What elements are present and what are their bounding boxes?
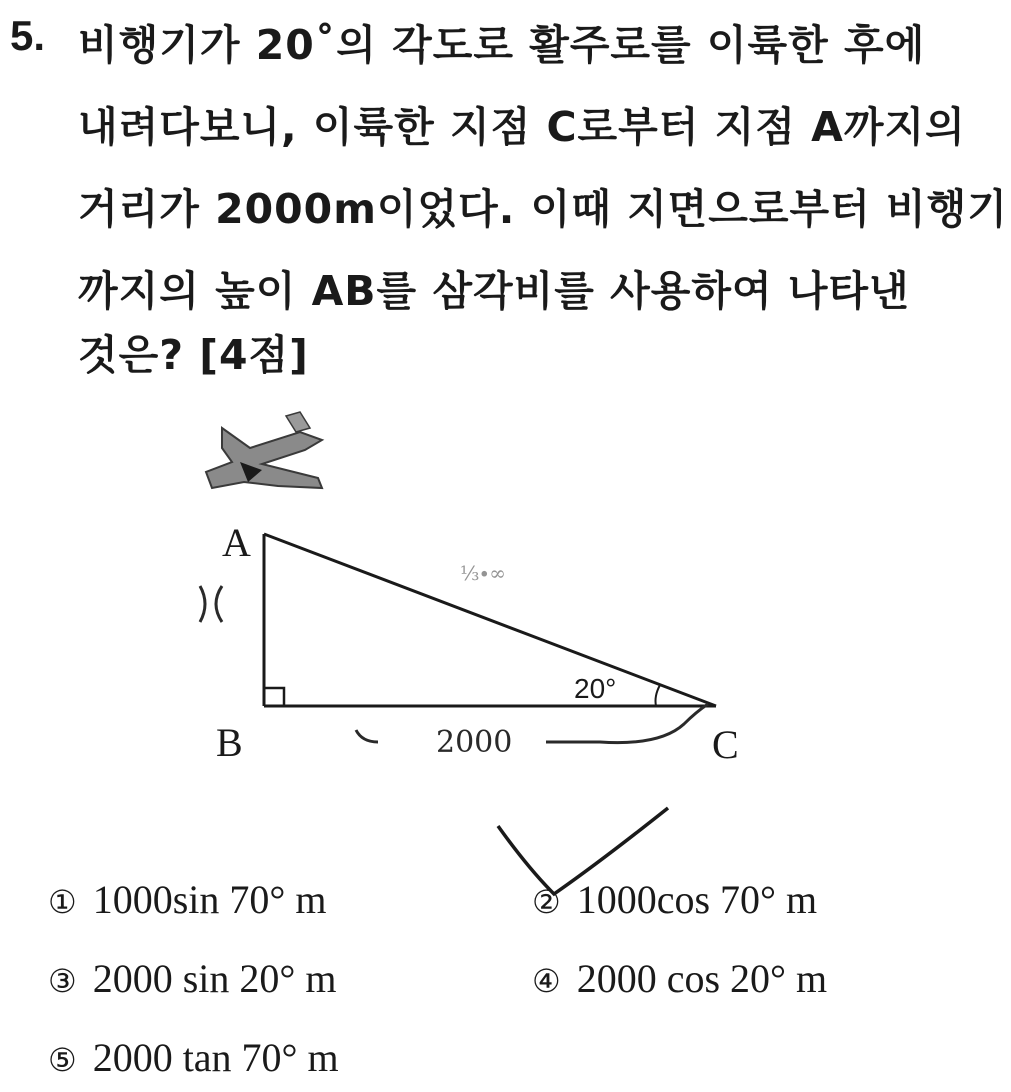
handwritten-base-stroke [546, 704, 708, 743]
question-line-4: 까지의 높이 AB를 삼각비를 사용하여 나타낸 [78, 267, 910, 315]
choice-2-number: ② [532, 883, 561, 921]
choice-1-number: ① [48, 883, 77, 921]
right-triangle [264, 534, 716, 706]
vertex-c-label: C [712, 722, 739, 767]
choice-5-number: ⑤ [48, 1041, 77, 1079]
choice-3-text: 2000 sin 20° m [92, 956, 337, 1001]
handwritten-bracket [200, 586, 222, 622]
handwritten-hypotenuse-note: ⅓∙∞ [460, 561, 506, 585]
angle-c-label: 20° [574, 673, 617, 704]
vertex-b-label: B [216, 720, 243, 765]
question-line-1: 비행기가 20˚의 각도로 활주로를 이륙한 후에 [78, 21, 926, 69]
question-line-5: 것은? [4점] [78, 331, 309, 379]
choice-5-text: 2000 tan 70° m [92, 1035, 339, 1080]
angle-arc-c [656, 685, 661, 706]
choice-2-text: 1000cos 70° m [576, 877, 818, 922]
choice-3-number: ③ [48, 962, 77, 1000]
choice-1[interactable] [48, 876, 326, 923]
choice-4-text: 2000 cos 20° m [576, 956, 828, 1001]
choice-4-number: ④ [532, 962, 561, 1000]
handwritten-base-length: 2000 [436, 725, 513, 760]
airplane-icon [206, 412, 322, 488]
handwritten-base-tick [356, 730, 378, 742]
right-angle-mark [264, 688, 284, 706]
choice-4[interactable] [532, 955, 827, 1002]
question-number: 5. [10, 12, 46, 59]
question-line-3: 거리가 2000m이었다. 이때 지면으로부터 비행기 [78, 185, 1008, 233]
choice-3[interactable] [48, 955, 336, 1002]
choice-1-text: 1000sin 70° m [92, 877, 327, 922]
choice-5[interactable] [48, 1034, 339, 1081]
question-line-2: 내려다보니, 이륙한 지점 C로부터 지점 A까지의 [78, 103, 966, 151]
vertex-a-label: A [222, 520, 251, 565]
choice-2[interactable] [532, 876, 817, 923]
